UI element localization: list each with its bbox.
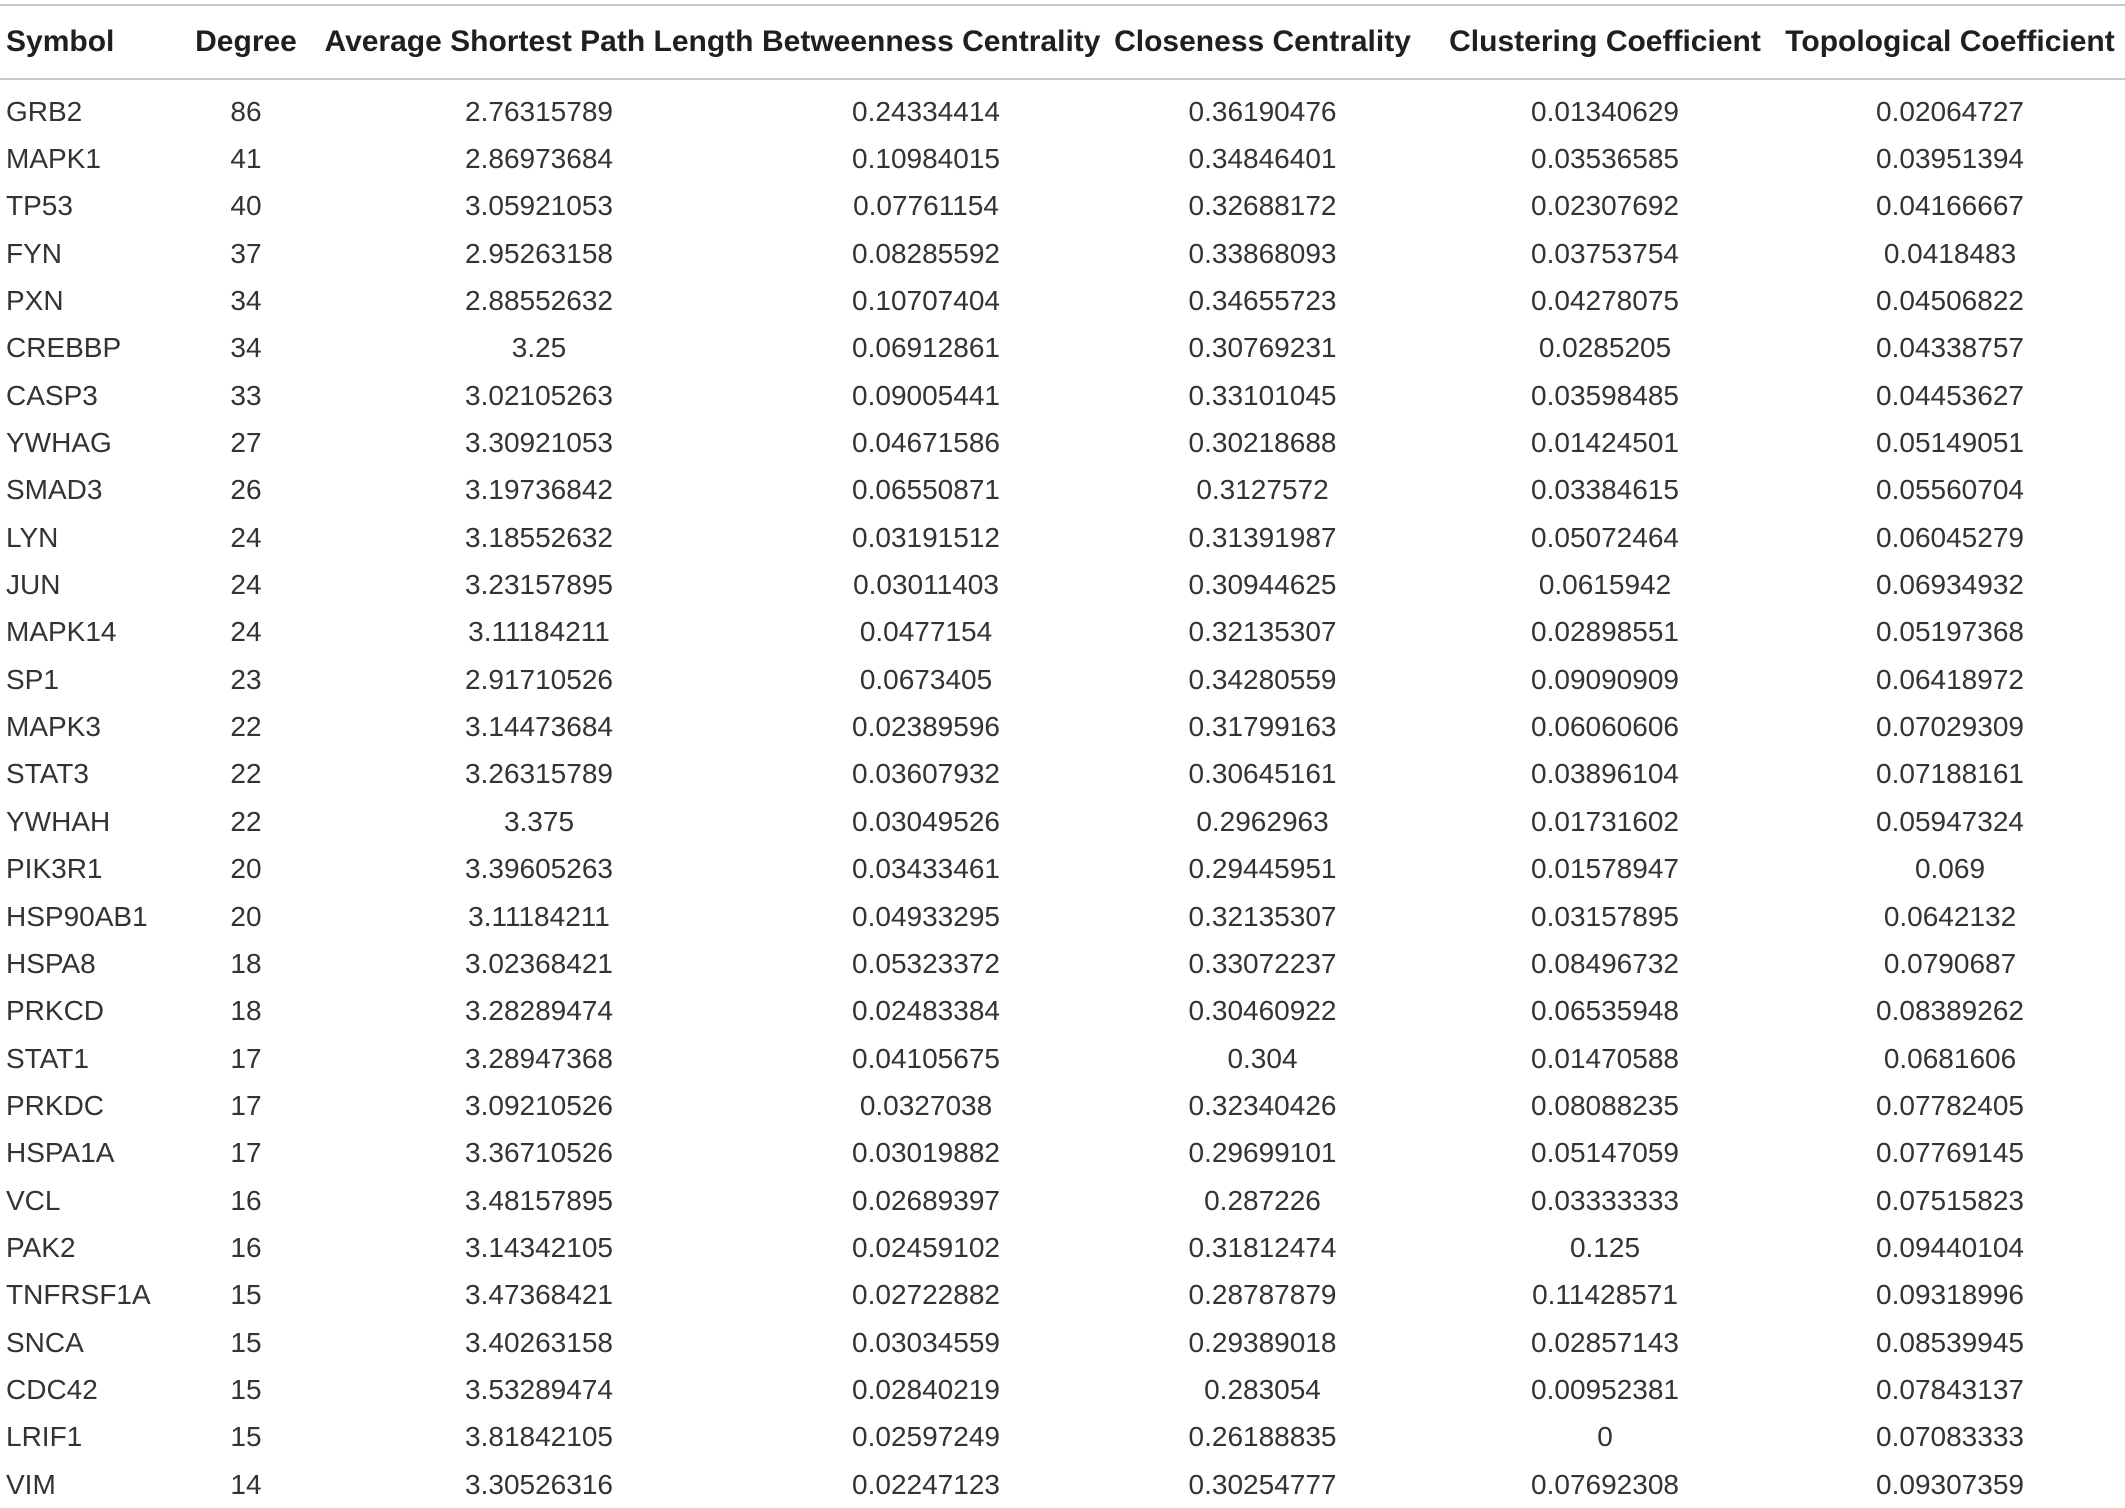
cell-symbol: SP1	[6, 663, 59, 695]
header-row	[0, 5, 2125, 79]
cell-degree: 16	[230, 1231, 262, 1263]
cell-topological-coefficient: 0.0642132	[1883, 900, 2017, 932]
cell-degree: 22	[230, 805, 262, 837]
cell-average-shortest-path-length: 3.02105263	[465, 379, 613, 411]
cell-clustering-coefficient: 0.00952381	[1531, 1373, 1679, 1405]
cell-degree: 86	[230, 95, 262, 127]
cell-average-shortest-path-length: 2.91710526	[465, 663, 613, 695]
header-degree: Degree	[195, 25, 297, 58]
cell-topological-coefficient: 0.0418483	[1883, 237, 2017, 269]
table-row	[0, 1130, 2125, 1177]
cell-average-shortest-path-length: 3.14342105	[465, 1231, 613, 1263]
cell-clustering-coefficient: 0.01470588	[1531, 1042, 1679, 1074]
cell-average-shortest-path-length: 3.23157895	[465, 569, 613, 601]
cell-topological-coefficient: 0.04506822	[1876, 285, 2024, 317]
cell-symbol: FYN	[6, 237, 62, 269]
cell-betweenness-centrality: 0.03049526	[852, 805, 1000, 837]
cell-closeness-centrality: 0.34280559	[1188, 663, 1337, 695]
cell-average-shortest-path-length: 3.36710526	[465, 1137, 613, 1169]
cell-average-shortest-path-length: 3.30526316	[465, 1468, 613, 1500]
cell-average-shortest-path-length: 3.19736842	[465, 474, 613, 506]
cell-closeness-centrality: 0.26188835	[1188, 1421, 1337, 1453]
cell-symbol: TP53	[6, 190, 73, 222]
cell-clustering-coefficient: 0.04278075	[1531, 285, 1679, 317]
cell-degree: 24	[230, 569, 262, 601]
cell-betweenness-centrality: 0.02597249	[852, 1421, 1000, 1453]
cell-closeness-centrality: 0.304	[1227, 1042, 1298, 1074]
cell-clustering-coefficient: 0.0285205	[1538, 332, 1672, 364]
header-clustering-coefficient: Clustering Coefficient	[1449, 25, 1761, 58]
cell-degree: 26	[230, 474, 262, 506]
cell-average-shortest-path-length: 3.28289474	[465, 995, 613, 1027]
table-row	[0, 703, 2125, 750]
cell-symbol: VIM	[6, 1468, 56, 1500]
cell-betweenness-centrality: 0.02840219	[852, 1373, 1000, 1405]
cell-clustering-coefficient: 0.06060606	[1531, 711, 1679, 743]
cell-average-shortest-path-length: 3.81842105	[465, 1421, 613, 1453]
cell-topological-coefficient: 0.05149051	[1876, 427, 2024, 459]
cell-topological-coefficient: 0.07782405	[1876, 1089, 2024, 1121]
cell-symbol: LYN	[6, 521, 59, 553]
table-row	[0, 1224, 2125, 1271]
cell-clustering-coefficient: 0.03536585	[1531, 143, 1679, 175]
cell-degree: 20	[230, 853, 262, 885]
cell-average-shortest-path-length: 3.375	[503, 805, 575, 837]
cell-average-shortest-path-length: 3.09210526	[465, 1089, 613, 1121]
cell-degree: 17	[230, 1137, 262, 1169]
cell-symbol: HSPA8	[6, 947, 96, 979]
cell-symbol: TNFRSF1A	[6, 1279, 151, 1311]
cell-degree: 18	[230, 995, 262, 1027]
table-row	[0, 609, 2125, 656]
cell-symbol: PIK3R1	[6, 853, 103, 885]
cell-topological-coefficient: 0.03951394	[1876, 143, 2024, 175]
table-row	[0, 79, 2125, 135]
table-row	[0, 1082, 2125, 1129]
cell-topological-coefficient: 0.06934932	[1876, 569, 2024, 601]
cell-clustering-coefficient: 0.0615942	[1538, 569, 1672, 601]
cell-topological-coefficient: 0.06418972	[1876, 663, 2024, 695]
cell-topological-coefficient: 0.07769145	[1876, 1137, 2024, 1169]
cell-average-shortest-path-length: 3.02368421	[465, 947, 613, 979]
cell-betweenness-centrality: 0.0673405	[859, 663, 993, 695]
cell-betweenness-centrality: 0.03607932	[852, 758, 1000, 790]
cell-closeness-centrality: 0.29445951	[1188, 853, 1337, 885]
cell-clustering-coefficient: 0.01578947	[1531, 853, 1679, 885]
cell-closeness-centrality: 0.30944625	[1188, 569, 1337, 601]
cell-degree: 17	[230, 1089, 262, 1121]
cell-average-shortest-path-length: 3.53289474	[465, 1373, 613, 1405]
cell-betweenness-centrality: 0.10984015	[852, 143, 1000, 175]
cell-topological-coefficient: 0.0681606	[1883, 1042, 2017, 1074]
cell-symbol: GRB2	[6, 95, 83, 127]
cell-symbol: PXN	[6, 285, 64, 317]
cell-clustering-coefficient: 0.09090909	[1531, 663, 1679, 695]
cell-topological-coefficient: 0.069	[1914, 853, 1986, 885]
cell-betweenness-centrality: 0.02247123	[852, 1468, 1000, 1500]
table-row	[0, 514, 2125, 561]
cell-betweenness-centrality: 0.02689397	[852, 1184, 1000, 1216]
cell-symbol: VCL	[6, 1184, 61, 1216]
cell-betweenness-centrality: 0.10707404	[852, 285, 1000, 317]
cell-clustering-coefficient: 0.03384615	[1531, 474, 1679, 506]
cell-topological-coefficient: 0.04338757	[1876, 332, 2024, 364]
cell-betweenness-centrality: 0.07761154	[853, 190, 999, 222]
table-row	[0, 1177, 2125, 1224]
cell-symbol: YWHAG	[6, 427, 112, 459]
cell-average-shortest-path-length: 3.47368421	[465, 1279, 613, 1311]
table-row	[0, 1414, 2125, 1461]
cell-closeness-centrality: 0.31799163	[1188, 711, 1337, 743]
table-row	[0, 372, 2125, 419]
cell-closeness-centrality: 0.30460922	[1188, 995, 1337, 1027]
header-topological-coefficient: Topological Coefficient	[1785, 25, 2115, 58]
cell-clustering-coefficient: 0.01731602	[1531, 805, 1679, 837]
cell-clustering-coefficient: 0.03753754	[1531, 237, 1679, 269]
cell-degree: 22	[230, 711, 262, 743]
cell-symbol: YWHAH	[6, 805, 111, 837]
cell-average-shortest-path-length: 3.26315789	[465, 758, 613, 790]
cell-closeness-centrality: 0.31812474	[1188, 1231, 1337, 1263]
cell-symbol: CASP3	[6, 379, 98, 411]
cell-closeness-centrality: 0.34655723	[1188, 285, 1337, 317]
cell-clustering-coefficient: 0.08496732	[1531, 947, 1679, 979]
cell-topological-coefficient: 0.05197368	[1876, 616, 2024, 648]
cell-closeness-centrality: 0.2962963	[1196, 805, 1329, 837]
cell-symbol: LRIF1	[6, 1421, 83, 1453]
header-symbol: Symbol	[6, 25, 115, 58]
header-average-shortest-path-length: Average Shortest Path Length	[324, 25, 754, 58]
cell-closeness-centrality: 0.33868093	[1188, 237, 1337, 269]
cell-degree: 14	[230, 1468, 262, 1500]
cell-average-shortest-path-length: 3.11184211	[468, 900, 610, 932]
cell-average-shortest-path-length: 3.14473684	[465, 711, 613, 743]
cell-clustering-coefficient: 0.03896104	[1531, 758, 1679, 790]
cell-betweenness-centrality: 0.05323372	[852, 947, 1000, 979]
cell-average-shortest-path-length: 3.25	[511, 332, 567, 364]
cell-degree: 22	[230, 758, 262, 790]
cell-degree: 23	[230, 663, 262, 695]
cell-betweenness-centrality: 0.03011403	[853, 569, 999, 601]
header-closeness-centrality: Closeness Centrality	[1114, 25, 1411, 58]
cell-betweenness-centrality: 0.09005441	[852, 379, 1000, 411]
table-row	[0, 988, 2125, 1035]
cell-betweenness-centrality: 0.02389596	[852, 711, 1000, 743]
cell-clustering-coefficient: 0.125	[1569, 1231, 1641, 1263]
cell-average-shortest-path-length: 3.05921053	[465, 190, 613, 222]
cell-betweenness-centrality: 0.02459102	[852, 1231, 1000, 1263]
cell-closeness-centrality: 0.28787879	[1188, 1279, 1337, 1311]
cell-topological-coefficient: 0.07029309	[1876, 711, 2024, 743]
cell-symbol: JUN	[6, 569, 61, 601]
cell-betweenness-centrality: 0.0327038	[859, 1089, 993, 1121]
cell-betweenness-centrality: 0.03019882	[852, 1137, 1000, 1169]
cell-topological-coefficient: 0.06045279	[1876, 521, 2024, 553]
cell-closeness-centrality: 0.30769231	[1188, 332, 1337, 364]
cell-closeness-centrality: 0.283054	[1204, 1373, 1321, 1405]
cell-closeness-centrality: 0.29389018	[1188, 1326, 1337, 1358]
cell-clustering-coefficient: 0.02307692	[1531, 190, 1679, 222]
cell-symbol: PRKCD	[6, 995, 105, 1027]
cell-closeness-centrality: 0.36190476	[1188, 95, 1337, 127]
network-topology-table	[0, 4, 2125, 1508]
cell-clustering-coefficient: 0.03598485	[1531, 379, 1679, 411]
cell-clustering-coefficient: 0.06535948	[1531, 995, 1679, 1027]
cell-topological-coefficient: 0.0790687	[1883, 947, 2017, 979]
cell-average-shortest-path-length: 3.11184211	[468, 616, 610, 648]
table-row	[0, 940, 2125, 987]
cell-symbol: STAT1	[6, 1042, 89, 1074]
cell-closeness-centrality: 0.30218688	[1188, 427, 1337, 459]
cell-betweenness-centrality: 0.03191512	[852, 521, 1000, 553]
cell-betweenness-centrality: 0.04671586	[852, 427, 1000, 459]
cell-topological-coefficient: 0.08389262	[1876, 995, 2024, 1027]
cell-average-shortest-path-length: 2.86973684	[465, 143, 613, 175]
cell-average-shortest-path-length: 3.40263158	[465, 1326, 613, 1358]
cell-clustering-coefficient: 0.02857143	[1531, 1326, 1679, 1358]
cell-average-shortest-path-length: 2.88552632	[465, 285, 613, 317]
cell-degree: 24	[230, 616, 262, 648]
cell-betweenness-centrality: 0.03433461	[852, 853, 1000, 885]
table-row	[0, 798, 2125, 845]
header-betweenness-centrality: Betweenness Centrality	[762, 25, 1101, 58]
cell-clustering-coefficient: 0.01340629	[1531, 95, 1679, 127]
cell-degree: 15	[230, 1421, 262, 1453]
cell-degree: 18	[230, 947, 262, 979]
cell-topological-coefficient: 0.09440104	[1876, 1231, 2024, 1263]
table-row	[0, 846, 2125, 893]
cell-symbol: SNCA	[6, 1326, 84, 1358]
cell-clustering-coefficient: 0.05072464	[1531, 521, 1679, 553]
cell-average-shortest-path-length: 3.30921053	[465, 427, 613, 459]
table-row	[0, 1366, 2125, 1413]
cell-betweenness-centrality: 0.02483384	[852, 995, 1000, 1027]
cell-closeness-centrality: 0.30254777	[1188, 1468, 1337, 1500]
cell-average-shortest-path-length: 3.48157895	[465, 1184, 613, 1216]
cell-symbol: HSP90AB1	[6, 900, 148, 932]
cell-clustering-coefficient: 0.02898551	[1531, 616, 1679, 648]
table-header	[0, 5, 2125, 79]
cell-symbol: MAPK1	[6, 143, 101, 175]
cell-symbol: PRKDC	[6, 1089, 105, 1121]
cell-topological-coefficient: 0.04166667	[1876, 190, 2024, 222]
cell-topological-coefficient: 0.08539945	[1876, 1326, 2024, 1358]
cell-degree: 34	[230, 285, 262, 317]
cell-degree: 24	[230, 521, 262, 553]
table-row	[0, 751, 2125, 798]
table-row	[0, 467, 2125, 514]
cell-closeness-centrality: 0.3127572	[1196, 474, 1329, 506]
cell-closeness-centrality: 0.32340426	[1188, 1089, 1337, 1121]
cell-betweenness-centrality: 0.06912861	[852, 332, 1000, 364]
cell-betweenness-centrality: 0.02722882	[852, 1279, 1000, 1311]
cell-betweenness-centrality: 0.06550871	[852, 474, 1000, 506]
cell-degree: 27	[230, 427, 262, 459]
cell-clustering-coefficient: 0.03157895	[1531, 900, 1679, 932]
table-row	[0, 419, 2125, 466]
cell-degree: 37	[230, 237, 262, 269]
cell-closeness-centrality: 0.33072237	[1188, 947, 1337, 979]
cell-symbol: CDC42	[6, 1373, 98, 1405]
table-body	[0, 79, 2125, 1508]
table-row	[0, 183, 2125, 230]
cell-degree: 17	[230, 1042, 262, 1074]
cell-betweenness-centrality: 0.08285592	[852, 237, 1000, 269]
cell-topological-coefficient: 0.07515823	[1876, 1184, 2024, 1216]
cell-average-shortest-path-length: 3.28947368	[465, 1042, 613, 1074]
cell-symbol: SMAD3	[6, 474, 103, 506]
cell-symbol: HSPA1A	[6, 1137, 115, 1169]
cell-topological-coefficient: 0.05947324	[1876, 805, 2024, 837]
table-row	[0, 656, 2125, 703]
cell-average-shortest-path-length: 3.39605263	[465, 853, 613, 885]
cell-topological-coefficient: 0.07843137	[1876, 1373, 2024, 1405]
cell-topological-coefficient: 0.09318996	[1876, 1279, 2024, 1311]
cell-degree: 41	[230, 143, 262, 175]
cell-topological-coefficient: 0.07083333	[1876, 1421, 2024, 1453]
cell-topological-coefficient: 0.04453627	[1876, 379, 2024, 411]
cell-clustering-coefficient: 0.03333333	[1531, 1184, 1679, 1216]
cell-degree: 40	[230, 190, 262, 222]
cell-degree: 20	[230, 900, 262, 932]
cell-closeness-centrality: 0.32135307	[1188, 616, 1337, 648]
cell-closeness-centrality: 0.33101045	[1188, 379, 1337, 411]
cell-symbol: STAT3	[6, 758, 89, 790]
cell-closeness-centrality: 0.32688172	[1188, 190, 1337, 222]
cell-symbol: PAK2	[6, 1231, 76, 1263]
table-row	[0, 1319, 2125, 1366]
cell-degree: 15	[230, 1373, 262, 1405]
cell-betweenness-centrality: 0.04933295	[852, 900, 1000, 932]
cell-symbol: CREBBP	[6, 332, 122, 364]
cell-symbol: MAPK3	[6, 711, 101, 743]
cell-average-shortest-path-length: 2.95263158	[465, 237, 613, 269]
cell-topological-coefficient: 0.09307359	[1876, 1468, 2024, 1500]
cell-closeness-centrality: 0.31391987	[1188, 521, 1337, 553]
cell-closeness-centrality: 0.287226	[1204, 1184, 1321, 1216]
table-row	[0, 561, 2125, 608]
cell-degree: 15	[230, 1279, 262, 1311]
table-row	[0, 1035, 2125, 1082]
table-row	[0, 325, 2125, 372]
cell-clustering-coefficient: 0.07692308	[1531, 1468, 1679, 1500]
cell-betweenness-centrality: 0.03034559	[852, 1326, 1000, 1358]
cell-degree: 33	[230, 379, 262, 411]
cell-closeness-centrality: 0.29699101	[1188, 1137, 1337, 1169]
table-row	[0, 230, 2125, 277]
cell-degree: 16	[230, 1184, 262, 1216]
cell-clustering-coefficient: 0.11428571	[1532, 1279, 1678, 1311]
cell-betweenness-centrality: 0.0477154	[859, 616, 993, 648]
table-row	[0, 1272, 2125, 1319]
cell-closeness-centrality: 0.30645161	[1188, 758, 1337, 790]
cell-betweenness-centrality: 0.24334414	[852, 95, 1000, 127]
table-row	[0, 277, 2125, 324]
cell-average-shortest-path-length: 3.18552632	[465, 521, 613, 553]
cell-degree: 15	[230, 1326, 262, 1358]
cell-topological-coefficient: 0.02064727	[1876, 95, 2024, 127]
cell-closeness-centrality: 0.32135307	[1188, 900, 1337, 932]
table-row	[0, 893, 2125, 940]
cell-topological-coefficient: 0.05560704	[1876, 474, 2024, 506]
cell-clustering-coefficient: 0	[1597, 1421, 1613, 1453]
cell-clustering-coefficient: 0.08088235	[1531, 1089, 1679, 1121]
cell-symbol: MAPK14	[6, 616, 117, 648]
cell-average-shortest-path-length: 2.76315789	[465, 95, 613, 127]
cell-clustering-coefficient: 0.05147059	[1531, 1137, 1679, 1169]
cell-betweenness-centrality: 0.04105675	[852, 1042, 1000, 1074]
cell-clustering-coefficient: 0.01424501	[1531, 427, 1679, 459]
cell-closeness-centrality: 0.34846401	[1188, 143, 1337, 175]
cell-topological-coefficient: 0.07188161	[1876, 758, 2024, 790]
table-row	[0, 135, 2125, 182]
cell-degree: 34	[230, 332, 262, 364]
